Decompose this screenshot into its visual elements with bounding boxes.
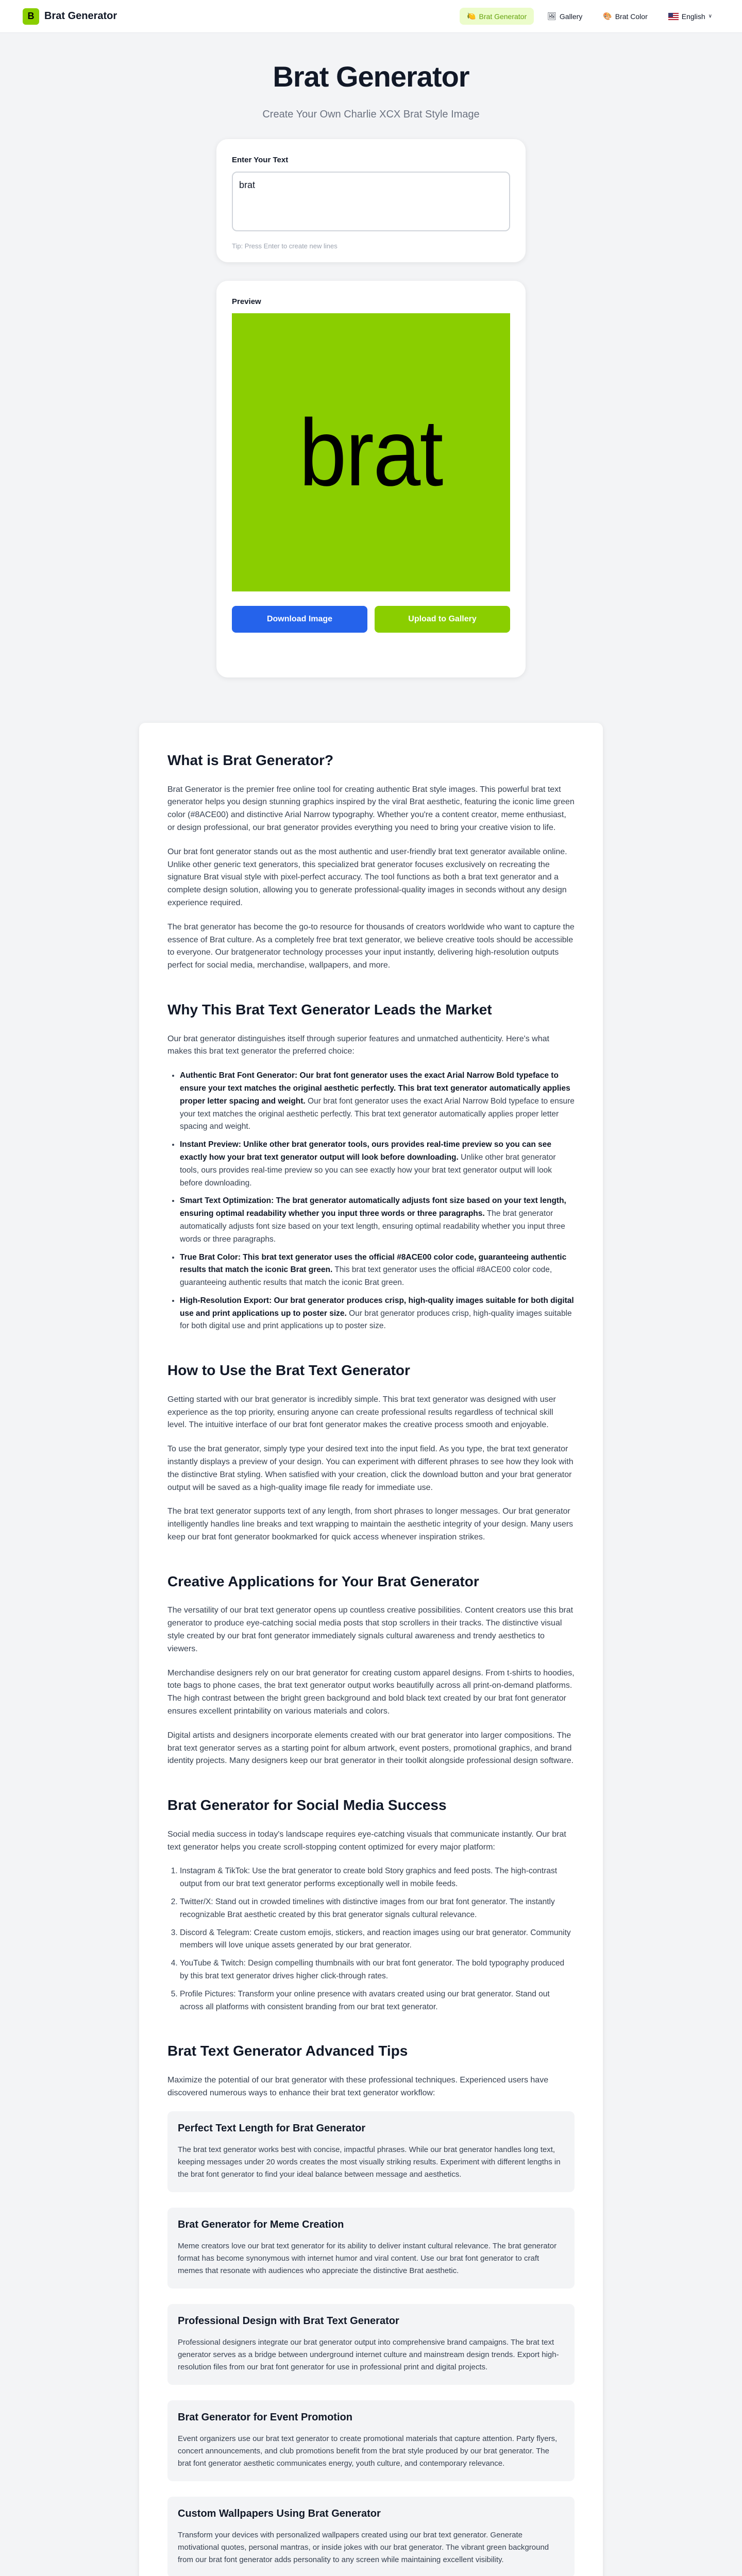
tip-text: Transform your devices with personalized wallpapers created using our brat text generator. Generate motivational quotes, personal mantras, or inside jokes with our brat generator. The vibrant green background from our brat font generator adds personality to any screen while maintaining excellent visibility. [178,2530,549,2564]
section-title: What is Brat Generator? [167,752,334,768]
tip-box [167,2304,575,2385]
article [139,723,603,2576]
list-item-bold: High-Resolution Export: Our brat generator produces crisp, high-quality images suitable for both digital use and print applications up to poster size. [180,1296,574,1318]
picture-icon: 🖼 [547,12,556,20]
paragraph: The brat text generator supports text of any length, from short phrases to longer messages. Our brat generator intelligently handles line breaks and text wrapping to maintain the aesthetic integrity of your design. Many users keep our brat font generator bookmarked for quick access whenever inspiration strikes. [167,1507,574,1542]
nav-link-label: Brat Generator [479,12,527,21]
paragraph: The brat generator has become the go-to resource for thousands of creators worldwide who want to capture the essence of Brat culture. As a completely free brat text generator, we believe creative tools should be accessible to everyone. Our bratgenerator technology processes your input instantly, delivering high-resolution outputs perfect for social media, merchandise, wallpapers, and more. [167,922,575,970]
tip-title: Professional Design with Brat Text Generator [178,2315,399,2327]
text-input[interactable] [232,172,510,231]
download-button[interactable]: Download Image [232,606,367,633]
preview-text: brat [299,399,443,505]
paragraph: Digital artists and designers incorporate elements created with our brat generator into larger compositions. The brat text generator serves as a starting point for album artwork, event posters, promotional graphics, and brand identity projects. Many designers keep our brat generator in their toolkit alongside professional design software. [167,1731,574,1766]
lemon-icon: 🍋 [467,12,476,20]
section-title: Brat Generator for Social Media Success [167,1797,447,1814]
language-label: English [681,12,705,21]
tip-box [167,2497,575,2576]
tip-text: The brat text generator works best with concise, impactful phrases. While our brat generator handles long text, keeping messages under 20 words creates the most visually striking results. Experiment with different lengths in the brat font generator to find your ideal balance between message and aesthetics. [178,2145,561,2179]
section-title: Brat Text Generator Advanced Tips [167,2043,408,2059]
list-item: 5. Profile Pictures: Transform your online presence with avatars created using our brat generator. Stand out across all platforms with consistent branding from our brat text generator. [180,1988,575,2014]
tip-box [167,2111,575,2192]
list-item-text: The brat generator automatically adjusts font size based on your text length, ensuring optimal readability whether you input three words or three paragraphs. [180,1209,565,1244]
chevron-down-icon: ∨ [708,13,712,19]
feature-list [167,1070,575,1333]
tip-title: Brat Generator for Meme Creation [178,2218,344,2230]
upload-gallery-button[interactable]: Upload to Gallery [375,606,510,633]
list-item: 4. YouTube & Twitch: Design compelling thumbnails with our brat font generator. The bold typography produced by this brat text generator drives higher click-through rates. [180,1957,575,1983]
list-item-bold: Authentic Brat Font Generator: Our brat font generator uses the exact Arial Narrow Bold typeface to ensure your text matches the original aesthetic perfectly. This brat text generator automatically applies proper letter spacing and weight. [180,1071,570,1106]
paragraph: Merchandise designers rely on our brat generator for creating custom apparel designs. From t-shirts to hoodies, tote bags to phone cases, the brat text generator output works beautifully across all print-on-demand platforms. The high contrast between the bright green background and bold black text created by our brat font generator ensures excellent printability on various materials and colors. [167,1668,575,1716]
list-item [180,1139,575,1190]
list-item-text: Our brat generator produces crisp, high-quality images suitable for both digital use and print applications up to poster size. [180,1309,572,1331]
brand-link[interactable] [23,8,117,25]
nav-link-brat-color[interactable] [596,8,654,25]
tip-text: Event organizers use our brat text generator to create promotional materials that capture attention. Party flyers, concert announcements, and club promotions benefit from the brat style produced by our brat generator. The brat font generator aesthetic communicates energy, youth culture, and contemporary relevance. [178,2434,558,2468]
preview-actions [232,606,510,633]
page-subtitle: Create Your Own Charlie XCX Brat Style Image [262,109,480,120]
tip-text: Professional designers integrate our brat generator output into comprehensive brand campaigns. The brat text generator serves as a bridge between underground internet culture and mainstream design trends. Export high-resolution files from our brat font generator for use in professional print and digital projects. [178,2337,559,2371]
nav-link-label: Gallery [559,12,583,21]
tip-text: Meme creators love our brat text generator for its ability to deliver instant cultural relevance. The brat generator format has become synonymous with internet humor and viral content. Use our brat font generator to craft memes that resonate with audiences who appreciate the distinctive Brat aesthetic. [178,2241,557,2275]
preview-image [232,313,510,591]
list-item-text: Unlike other brat generator tools, ours provides real-time preview so you can see exactly how your brat text generator output will look before downloading. [180,1153,556,1188]
section-title: Why This Brat Text Generator Leads the Market [167,1001,492,1018]
input-tip: Tip: Press Enter to create new lines [232,242,338,250]
preview-label: Preview [232,297,261,306]
paragraph: Our brat font generator stands out as the most authentic and user-friendly brat text generator available online. Unlike other generic text generators, this specialized brat generator focuses exclusively on recreating the signature Brat visual style with pixel-perfect accuracy. The tool functions as both a brat text generator and a complete design solution, allowing you to generate professional-quality images in seconds without any design experience required. [167,847,567,907]
list-item-bold: Instant Preview: Unlike other brat generator tools, ours provides real-time preview so you can see exactly how your brat text generator output will look before downloading. [180,1140,551,1162]
nav-link-label: Brat Color [615,12,648,21]
list-item: 3. Discord & Telegram: Create custom emojis, stickers, and reaction images using our brat generator. Community members will love unique assets generated by our brat generator. [180,1927,575,1953]
list-item [180,1251,575,1290]
tip-title: Custom Wallpapers Using Brat Generator [178,2507,381,2519]
navbar [0,0,742,33]
text-input-card [216,139,526,262]
tip-box [167,2208,575,2289]
page-title: Brat Generator [273,60,469,93]
list-item-bold: Smart Text Optimization: The brat generator automatically adjusts font size based on your text length, ensuring optimal readability whether you input three words or three paragraphs. [180,1196,566,1218]
list-item-bold: True Brat Color: This brat text generator uses the official #8ACE00 color code, guaranteeing authentic results that match the iconic Brat green. [180,1252,567,1275]
brand-name: Brat Generator [44,10,117,22]
list-item: 1. Instagram & TikTok: Use the brat generator to create bold Story graphics and feed posts. The high-contrast output from our brat text generator performs exceptionally well in mobile feeds. [180,1865,575,1891]
list-item [180,1195,575,1246]
list-item [180,1295,575,1333]
language-selector[interactable] [661,8,719,25]
input-label: Enter Your Text [232,156,289,164]
paragraph: Social media success in today's landscape requires eye-catching visuals that communicate instantly. Our brat text generator helps you create scroll-stopping content optimized for every major platform: [167,1829,566,1852]
list-item-text: This brat text generator uses the official #8ACE00 color code, guaranteeing authentic results that match the iconic Brat green. [180,1265,552,1287]
paragraph: To use the brat generator, simply type your desired text into the input field. As you type, the brat text generator instantly displays a preview of your design. You can experiment with different phrases to see how they look with the distinctive Brat styling. When satisfied with your creation, click the download button and your brat generator output will be saved as a high-quality image file ready for immediate use. [167,1445,574,1492]
paragraph: Brat Generator is the premier free online tool for creating authentic Brat style images. This powerful brat text generator helps you design stunning graphics inspired by the viral Brat aesthetic, featuring the iconic lime green color (#8ACE00) and distinctive Arial Narrow typography. Whether you're a content creator, meme enthusiast, or design professional, our brat generator provides everything you need to bring your creative vision to life. [167,785,575,832]
paragraph: Maximize the potential of our brat generator with these professional techniques. Experienced users have discovered numerous ways to enhance their brat text generator workflow: [167,2075,549,2097]
paragraph: Our brat generator distinguishes itself through superior features and unmatched authenticity. Here's what makes this brat text generator the preferred choice: [167,1034,549,1056]
paragraph: The versatility of our brat text generator opens up countless creative possibilities. Content creators use this brat generator to produce eye-catching social media posts that stop scrollers in their tracks. The distinctive visual style created by our brat font generator immediately signals cultural awareness and trendy aesthetics to viewers. [167,1606,574,1653]
nav-links [460,8,719,25]
tip-title: Perfect Text Length for Brat Generator [178,2122,366,2134]
preview-card [216,281,526,677]
list-item: 2. Twitter/X: Stand out in crowded timelines with distinctive images from our brat font generator. The instantly recognizable Brat aesthetic created by this brat generator signals cultural relevance. [180,1896,575,1922]
palette-icon: 🎨 [603,12,612,20]
tip-box [167,2400,575,2481]
tip-title: Brat Generator for Event Promotion [178,2411,352,2423]
hero [0,33,742,121]
list-item [180,1070,575,1133]
paragraph: Getting started with our brat generator is incredibly simple. This brat text generator was designed with user experience as the top priority, ensuring anyone can create professional results regardless of technical skill level. The intuitive interface of our brat font generator makes the creative process smooth and enjoyable. [167,1395,556,1430]
platform-list [167,1865,575,2013]
logo: B [23,8,39,25]
section-title: Creative Applications for Your Brat Generator [167,1573,479,1589]
section-title: How to Use the Brat Text Generator [167,1362,410,1379]
nav-link-gallery[interactable] [540,8,589,25]
us-flag-icon [668,13,679,20]
list-item-text: Our brat font generator uses the exact Arial Narrow Bold typeface to ensure your text matches the original aesthetic perfectly. This brat text generator automatically applies proper letter spacing and weight. [180,1096,575,1131]
nav-link-brat-generator[interactable] [460,8,534,25]
